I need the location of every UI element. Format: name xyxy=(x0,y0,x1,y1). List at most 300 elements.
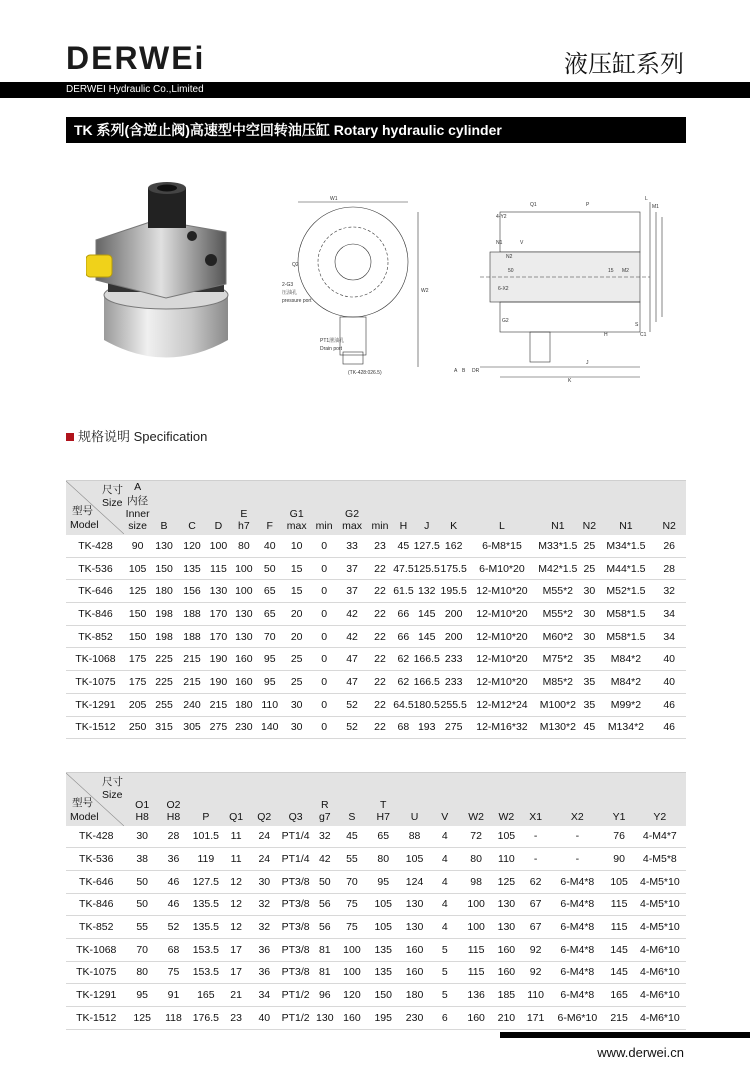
table-cell: 96 xyxy=(312,984,337,1007)
table-cell: 4-M5*8 xyxy=(634,848,686,871)
table-cell: 145 xyxy=(604,938,633,961)
product-photo xyxy=(86,180,246,365)
model-cell: TK-846 xyxy=(66,893,127,916)
column-header-line: 内径 xyxy=(127,495,149,507)
product-title-bar xyxy=(66,117,686,143)
column-header-line: g7 xyxy=(318,810,331,823)
table-cell: 150 xyxy=(150,557,177,580)
table-cell: 11 xyxy=(223,826,250,848)
table-cell: 275 xyxy=(440,716,467,739)
table-row xyxy=(66,693,686,716)
label-v: V xyxy=(520,240,524,246)
table-cell: 26 xyxy=(652,535,686,557)
label-drain: Drain port xyxy=(320,346,342,352)
table-cell: 115 xyxy=(604,916,633,939)
table-cell: PT1/2 xyxy=(279,1007,312,1030)
table-cell: 255 xyxy=(150,693,177,716)
label-q2: Q2 xyxy=(292,262,299,268)
table-row xyxy=(66,848,686,871)
table-cell: 12 xyxy=(223,893,250,916)
table-cell: 75 xyxy=(337,893,366,916)
column-header-line: V xyxy=(441,810,449,823)
column-header xyxy=(429,773,460,826)
table-cell: 166.5 xyxy=(414,648,440,671)
label-m1: M1 xyxy=(652,204,659,210)
table-cell: 75 xyxy=(158,961,189,984)
table-cell: 46 xyxy=(158,870,189,893)
table-cell: 156 xyxy=(178,580,206,603)
table-cell: 200 xyxy=(440,603,467,626)
table-cell: 4-M6*10 xyxy=(634,938,686,961)
table-cell: 230 xyxy=(400,1007,429,1030)
corner-model-en: Model xyxy=(70,519,99,531)
table-cell: 25 xyxy=(282,671,310,694)
model-cell: TK-1512 xyxy=(66,1007,127,1030)
table-cell: 80 xyxy=(367,848,400,871)
column-header-line: U xyxy=(410,810,419,823)
table-cell: 4-M5*10 xyxy=(634,916,686,939)
column-header-line: min xyxy=(371,520,389,532)
label-tk428: (TK-428:026.5) xyxy=(348,370,382,376)
table-cell: 233 xyxy=(440,671,467,694)
table-cell: 195 xyxy=(367,1007,400,1030)
table-cell: 110 xyxy=(521,984,550,1007)
table-cell: PT1/4 xyxy=(279,826,312,848)
table-cell: 190 xyxy=(206,648,230,671)
table-cell: 105 xyxy=(492,826,521,848)
header-corner xyxy=(66,773,127,826)
table-cell: 92 xyxy=(521,938,550,961)
table-cell: 175 xyxy=(125,671,150,694)
table-cell: 105 xyxy=(125,557,150,580)
table-cell: 80 xyxy=(231,535,257,557)
table-cell: 35 xyxy=(579,671,599,694)
table-cell: 17 xyxy=(223,961,250,984)
column-header-line: E xyxy=(240,508,248,520)
column-header-line: P xyxy=(202,810,210,823)
column-header-line: H8 xyxy=(166,810,181,823)
table-cell: 20 xyxy=(282,625,310,648)
table-cell: 162 xyxy=(440,535,467,557)
table-cell: 22 xyxy=(367,716,393,739)
column-header-line: G2 xyxy=(345,508,360,520)
table-row xyxy=(66,938,686,961)
column-header xyxy=(460,773,491,826)
table-cell: 250 xyxy=(125,716,150,739)
table-cell: 170 xyxy=(206,603,230,626)
column-header xyxy=(393,481,413,536)
table-cell: 130 xyxy=(150,535,177,557)
table-cell: 24 xyxy=(250,848,279,871)
table-cell: 120 xyxy=(178,535,206,557)
column-header-line: Q2 xyxy=(257,810,272,823)
table-cell: 75 xyxy=(337,916,366,939)
spec-heading xyxy=(66,426,207,445)
table-cell: 10 xyxy=(282,535,310,557)
table-cell: M55*2 xyxy=(537,580,580,603)
table-cell: 23 xyxy=(223,1007,250,1030)
column-header xyxy=(492,773,521,826)
column-header xyxy=(579,481,599,536)
column-header xyxy=(257,481,282,536)
label-dr: DR xyxy=(472,368,480,374)
table-cell: - xyxy=(550,848,604,871)
table-cell: 6-M4*8 xyxy=(550,870,604,893)
column-header xyxy=(250,773,279,826)
series-title: 液压缸系列 xyxy=(564,50,684,78)
column-header-line: H7 xyxy=(376,810,390,823)
table-cell: 66 xyxy=(393,603,413,626)
model-cell: TK-646 xyxy=(66,580,125,603)
label-g2: G2 xyxy=(502,318,509,324)
column-header-line: L xyxy=(499,520,505,532)
table-cell: PT1/4 xyxy=(279,848,312,871)
column-header xyxy=(337,481,366,536)
table-cell: 61.5 xyxy=(393,580,413,603)
table-cell: 28 xyxy=(158,826,189,848)
table-cell: 62 xyxy=(521,870,550,893)
table-cell: 30 xyxy=(579,603,599,626)
column-header-line: D xyxy=(214,520,223,532)
label-a: A xyxy=(454,368,458,374)
table-cell: 36 xyxy=(250,961,279,984)
corner-type-cn: 型号 xyxy=(72,505,93,517)
column-header xyxy=(223,773,250,826)
table-cell: 6-M8*15 xyxy=(467,535,536,557)
table-cell: 110 xyxy=(492,848,521,871)
model-cell: TK-1291 xyxy=(66,984,127,1007)
column-header xyxy=(550,773,604,826)
column-header xyxy=(400,773,429,826)
label-k: K xyxy=(568,378,572,384)
table-cell: 145 xyxy=(414,603,440,626)
table-cell: 36 xyxy=(158,848,189,871)
table-cell: 52 xyxy=(158,916,189,939)
table-cell: 6 xyxy=(429,1007,460,1030)
label-w1: W1 xyxy=(330,196,338,202)
table-cell: 135 xyxy=(367,938,400,961)
table-cell: 30 xyxy=(127,826,158,848)
table-cell: 145 xyxy=(414,625,440,648)
table-cell: 135 xyxy=(367,961,400,984)
table-cell: 180 xyxy=(150,580,177,603)
table-cell: 22 xyxy=(367,648,393,671)
table-cell: 215 xyxy=(178,671,206,694)
table-cell: 42 xyxy=(312,848,337,871)
table-cell: 160 xyxy=(492,938,521,961)
column-header xyxy=(367,773,400,826)
table-cell: 0 xyxy=(311,716,337,739)
table-cell: 4-M5*10 xyxy=(634,870,686,893)
column-header-line: h7 xyxy=(237,520,250,532)
table-cell: 45 xyxy=(393,535,413,557)
table-cell: 100 xyxy=(460,916,491,939)
column-header xyxy=(537,481,580,536)
table-cell: 0 xyxy=(311,693,337,716)
table-cell: 50 xyxy=(312,870,337,893)
table-cell: 30 xyxy=(579,580,599,603)
table-cell: 176.5 xyxy=(189,1007,222,1030)
column-header-line: F xyxy=(266,520,273,532)
table-cell: 215 xyxy=(206,693,230,716)
table-cell: 132 xyxy=(414,580,440,603)
table-cell: 88 xyxy=(400,826,429,848)
column-header xyxy=(206,481,230,536)
table-cell: 5 xyxy=(429,984,460,1007)
table-cell: 225 xyxy=(150,671,177,694)
table-cell: 180 xyxy=(231,693,257,716)
model-cell: TK-1291 xyxy=(66,693,125,716)
table-cell: 171 xyxy=(521,1007,550,1030)
table-cell: 6-M6*10 xyxy=(550,1007,604,1030)
table-cell: 45 xyxy=(579,716,599,739)
table-cell: 127.5 xyxy=(189,870,222,893)
model-cell: TK-1075 xyxy=(66,671,125,694)
table-cell: 119 xyxy=(189,848,222,871)
table-cell: 115 xyxy=(460,938,491,961)
table-cell: 70 xyxy=(127,938,158,961)
table-cell: PT3/8 xyxy=(279,961,312,984)
table-cell: 130 xyxy=(492,893,521,916)
table-cell: 4 xyxy=(429,870,460,893)
table-cell: 91 xyxy=(158,984,189,1007)
table-cell: M100*2 xyxy=(537,693,580,716)
column-header xyxy=(178,481,206,536)
table-cell: 233 xyxy=(440,648,467,671)
table-cell: 35 xyxy=(579,693,599,716)
table-cell: 12 xyxy=(223,916,250,939)
table-cell: 198 xyxy=(150,603,177,626)
table-cell: 130 xyxy=(400,916,429,939)
table-row xyxy=(66,1007,686,1030)
table-cell: 275 xyxy=(206,716,230,739)
table-cell: 12-M10*20 xyxy=(467,580,536,603)
table-row xyxy=(66,535,686,557)
table-cell: 6-M4*8 xyxy=(550,938,604,961)
table-cell: 98 xyxy=(460,870,491,893)
table-cell: 70 xyxy=(337,870,366,893)
label-n1: N1 xyxy=(496,240,503,246)
column-header xyxy=(312,773,337,826)
table-row xyxy=(66,603,686,626)
table-cell: 4 xyxy=(429,826,460,848)
model-cell: TK-1068 xyxy=(66,648,125,671)
table-cell: 125.5 xyxy=(414,557,440,580)
table-cell: 46 xyxy=(652,693,686,716)
label-pressure-en: pressure port xyxy=(282,298,312,304)
spec-table-2 xyxy=(66,772,686,1030)
table-cell: 46 xyxy=(158,893,189,916)
table-cell: 47.5 xyxy=(393,557,413,580)
table-cell: 12-M16*32 xyxy=(467,716,536,739)
table-cell: 81 xyxy=(312,938,337,961)
footer-rule xyxy=(500,1032,750,1038)
table-cell: 15 xyxy=(282,580,310,603)
table-cell: 150 xyxy=(367,984,400,1007)
table-cell: 66 xyxy=(393,625,413,648)
table-cell: 4-M6*10 xyxy=(634,984,686,1007)
label-l: L xyxy=(645,196,648,202)
table-cell: 130 xyxy=(400,893,429,916)
table-cell: 130 xyxy=(231,625,257,648)
table-cell: 34 xyxy=(250,984,279,1007)
table-cell: 25 xyxy=(579,535,599,557)
table-cell: 4-M6*10 xyxy=(634,1007,686,1030)
column-header-line: min xyxy=(315,520,333,532)
table-cell: 67 xyxy=(521,893,550,916)
table-cell: 100 xyxy=(337,961,366,984)
model-cell: TK-428 xyxy=(66,535,125,557)
table-cell: 0 xyxy=(311,648,337,671)
table-row xyxy=(66,648,686,671)
table-cell: 160 xyxy=(492,961,521,984)
table-cell: 42 xyxy=(337,603,366,626)
table-cell: 50 xyxy=(127,893,158,916)
table-cell: 160 xyxy=(337,1007,366,1030)
table-cell: 12-M10*20 xyxy=(467,671,536,694)
table-cell: 34 xyxy=(652,625,686,648)
company-logo: DERWEi xyxy=(66,40,206,76)
column-header-line: O2 xyxy=(166,798,181,811)
table-cell: 6-M4*8 xyxy=(550,984,604,1007)
table-cell: 255.5 xyxy=(440,693,467,716)
table-cell: 150 xyxy=(125,603,150,626)
table-cell: M42*1.5 xyxy=(537,557,580,580)
model-cell: TK-852 xyxy=(66,916,127,939)
table-cell: 90 xyxy=(604,848,633,871)
table-cell: 175.5 xyxy=(440,557,467,580)
column-header xyxy=(311,481,337,536)
table-cell: 4 xyxy=(429,916,460,939)
table-cell: 70 xyxy=(257,625,282,648)
table-cell: 5 xyxy=(429,938,460,961)
table-cell: 28 xyxy=(652,557,686,580)
table-cell: 175 xyxy=(125,648,150,671)
table-cell: 0 xyxy=(311,603,337,626)
table-cell: 125 xyxy=(492,870,521,893)
spec-table-1 xyxy=(66,480,686,739)
label-15: 15 xyxy=(608,268,614,274)
table-cell: M58*1.5 xyxy=(600,625,653,648)
table-cell: 130 xyxy=(312,1007,337,1030)
column-header-line: J xyxy=(424,520,430,532)
table-cell: 105 xyxy=(604,870,633,893)
table-cell: 124 xyxy=(400,870,429,893)
table-cell: 30 xyxy=(250,870,279,893)
column-header-line: Q3 xyxy=(288,810,303,823)
table-row xyxy=(66,984,686,1007)
table-cell: M84*2 xyxy=(600,671,653,694)
column-header-line: K xyxy=(450,520,458,532)
column-header-line: max xyxy=(342,520,362,532)
corner-size-en: Size xyxy=(102,497,123,509)
table-cell: 305 xyxy=(178,716,206,739)
table-cell: 30 xyxy=(282,693,310,716)
table-cell: 56 xyxy=(312,893,337,916)
table-cell: 0 xyxy=(311,535,337,557)
table-cell: 32 xyxy=(652,580,686,603)
column-header xyxy=(634,773,686,826)
table-cell: 6-M10*20 xyxy=(467,557,536,580)
label-w2: W2 xyxy=(421,288,429,294)
table-cell: 42 xyxy=(337,625,366,648)
column-header-line: W2 xyxy=(498,810,515,823)
table-cell: 160 xyxy=(231,671,257,694)
column-header xyxy=(604,773,633,826)
table-cell: M99*2 xyxy=(600,693,653,716)
table-cell: 6-M4*8 xyxy=(550,893,604,916)
column-header-line: G1 xyxy=(289,508,304,520)
table-cell: 40 xyxy=(652,671,686,694)
table-cell: 160 xyxy=(400,961,429,984)
label-x2: 6-X2 xyxy=(498,286,509,292)
table-cell: 47 xyxy=(337,648,366,671)
table-cell: 125 xyxy=(127,1007,158,1030)
table-cell: 4 xyxy=(429,848,460,871)
column-header-line: Y2 xyxy=(653,810,667,823)
table-cell: 55 xyxy=(337,848,366,871)
table-cell: 4-M6*10 xyxy=(634,961,686,984)
table-cell: 45 xyxy=(337,826,366,848)
table-cell: 37 xyxy=(337,580,366,603)
table-cell: 40 xyxy=(257,535,282,557)
table-cell: 65 xyxy=(257,603,282,626)
table-cell: 40 xyxy=(250,1007,279,1030)
table-row xyxy=(66,716,686,739)
model-cell: TK-1512 xyxy=(66,716,125,739)
table-cell: 22 xyxy=(367,625,393,648)
table-cell: 165 xyxy=(189,984,222,1007)
table-cell: 24 xyxy=(250,826,279,848)
table-cell: 22 xyxy=(367,671,393,694)
table-cell: 20 xyxy=(282,603,310,626)
table-cell: 46 xyxy=(652,716,686,739)
model-cell: TK-536 xyxy=(66,848,127,871)
company-name: DERWEI Hydraulic Co.,Limited xyxy=(66,84,204,95)
front-view-drawing xyxy=(278,192,438,382)
table-cell: PT3/8 xyxy=(279,893,312,916)
column-header-line: N2 xyxy=(582,520,597,532)
table-cell: PT1/2 xyxy=(279,984,312,1007)
table-cell: 0 xyxy=(311,580,337,603)
table-cell: 160 xyxy=(400,938,429,961)
column-header-line: Inner xyxy=(125,508,150,520)
table-cell: 188 xyxy=(178,625,206,648)
column-header-line: B xyxy=(160,520,168,532)
table-row xyxy=(66,961,686,984)
header-corner xyxy=(66,481,125,536)
table-cell: 118 xyxy=(158,1007,189,1030)
label-p: P xyxy=(586,202,590,208)
table-cell: 200 xyxy=(440,625,467,648)
label-m2: M2 xyxy=(622,268,629,274)
table-cell: 12-M12*24 xyxy=(467,693,536,716)
table-cell: M134*2 xyxy=(600,716,653,739)
table-cell: 4-M4*7 xyxy=(634,826,686,848)
table-cell: 30 xyxy=(579,625,599,648)
table-cell: 72 xyxy=(460,826,491,848)
table-cell: 215 xyxy=(604,1007,633,1030)
table-row xyxy=(66,557,686,580)
label-g3: 2-G3 xyxy=(282,282,294,288)
table-cell: 100 xyxy=(231,580,257,603)
table-cell: 37 xyxy=(337,557,366,580)
table-cell: 40 xyxy=(652,648,686,671)
table-cell: 68 xyxy=(393,716,413,739)
column-header xyxy=(158,773,189,826)
model-cell: TK-846 xyxy=(66,603,125,626)
table-cell: 0 xyxy=(311,625,337,648)
